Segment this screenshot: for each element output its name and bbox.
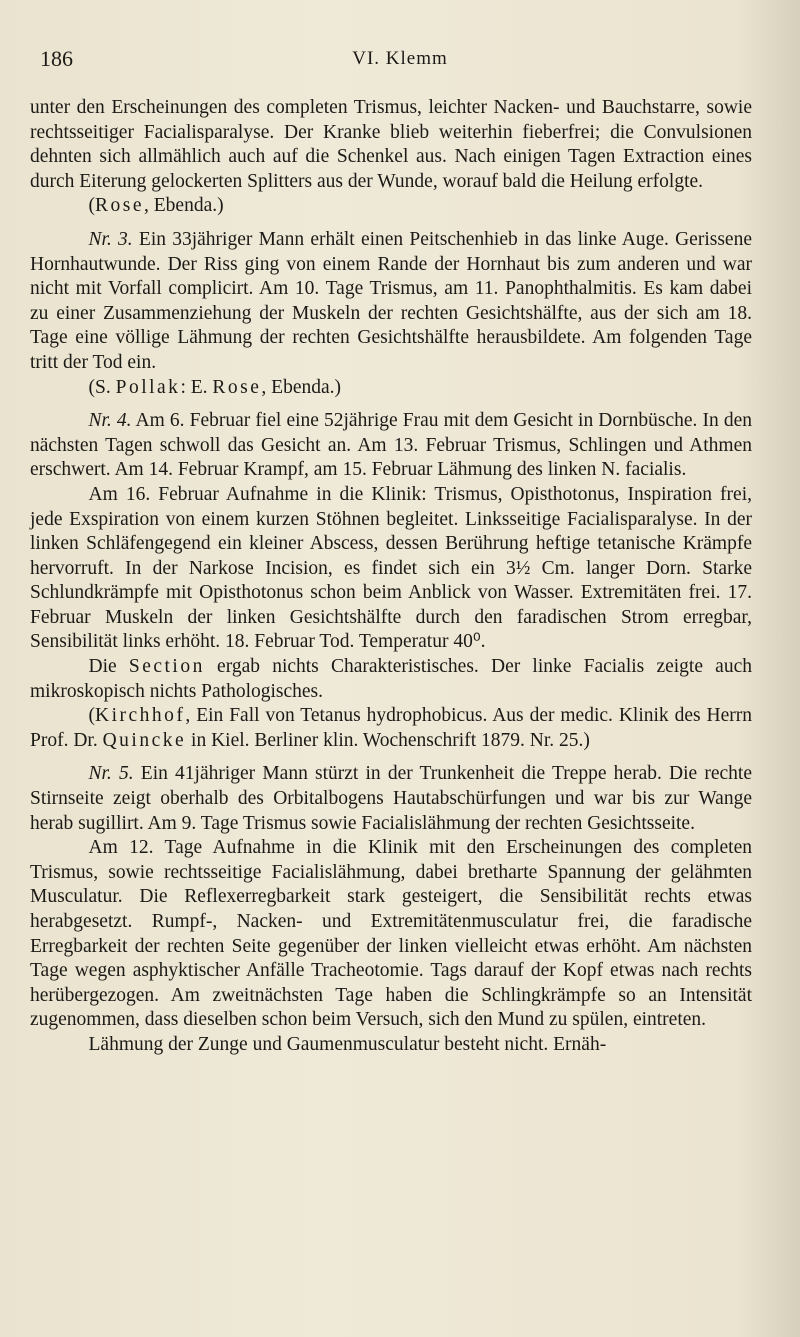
page-header xyxy=(40,46,760,74)
body-text xyxy=(30,96,752,1058)
text-run: Die xyxy=(88,656,129,678)
text-run: unter den Erscheinungen des completen Trismus, leichter Nacken- und Bauchstarre, sowie rechtsseitiger Facialisparalyse. Der Kranke blieb weiterhin fieberfrei; die Convulsionen dehnten sich allmählich auch auf die Schenkel aus. Nach einigen Tagen Extraction eines durch Eiterung gelockerten Splitters aus der Wunde, worauf bald die Heilung erfolgte. xyxy=(30,97,752,192)
text-run: Ein 33jähriger Mann erhält einen Peitschenhieb in das linke Auge. Gerissene Hornhautwunde. Der Riss ging von einem Rande der Hornhaut bis zum anderen und war nicht mit Vorfall complicirt. Am 10. Tage Trismus, am 11. Panophthalmitis. Es kam dabei zu einer Zusammenziehung der Muskeln der rechten Gesichtshälfte, aus der sich am 18. Tage eine völlige Lähmung der rechten Gesichtshälfte herausbildete. Am folgenden Tage tritt der Tod ein. xyxy=(30,228,752,373)
paragraph xyxy=(30,409,752,483)
spaced-name: Pollak xyxy=(115,376,181,398)
text-run: in Kiel. Berliner klin. Wochenschrift 1879. Nr. 25.) xyxy=(186,729,590,751)
running-head: VI. Klemm xyxy=(352,48,448,69)
paragraph xyxy=(30,228,752,376)
paragraph xyxy=(30,376,752,401)
text-run: (S. xyxy=(88,376,116,398)
spaced-name: Quincke xyxy=(102,729,187,751)
spaced-name: Rose xyxy=(212,376,262,398)
case-number: Nr. 3. xyxy=(88,228,133,250)
text-run: Am 6. Februar fiel eine 52jährige Frau mit dem Gesicht in Dornbüsche. In den nächsten Tagen schwoll das Gesicht an. Am 13. Februar Trismus, Schlingen und Athmen erschwert. Am 14. Februar Krampf, am 15. Februar Lähmung des linken N. facialis. xyxy=(30,410,752,481)
text-run: Am 12. Tage Aufnahme in die Klinik mit den Erscheinungen des completen Trismus, sowie rechtsseitige Facialislähmung, dabei bretharte Spannung der gelähmten Musculatur. Die Reflexerregbarkeit stark gesteigert, die Sensibilität rechts etwas herabgesetzt. Rumpf-, Nacken- und Extremitätenmusculatur frei, die faradische Erregbarkeit der rechten Seite gegenüber der linken vielleicht etwas erhöht. Am nächsten Tage wegen asphyktischer Anfälle Tracheotomie. Tags darauf der Kopf etwas nach rechts herübergezogen. Am zweitnächsten Tage haben die Schlingkrämpfe so an Intensität zugenommen, dass dieselben schon beim Versuch, sich den Mund zu spülen, eintreten. xyxy=(30,837,752,1031)
text-run: : E. xyxy=(180,376,213,398)
paragraph xyxy=(30,1033,752,1058)
text-run: ergab nichts Charakteristisches. Der linke Facialis zeigte auch mikroskopisch nichts Pathologisches. xyxy=(30,656,752,702)
paragraph xyxy=(30,194,752,219)
text-run: ( xyxy=(88,195,95,217)
text-run: Ein 41jähriger Mann stürzt in der Trunkenheit die Treppe herab. Die rechte Stirnseite zeigt oberhalb des Orbitalbogens Hautabschürfungen und war bis zur Wange herab sugillirt. Am 9. Tage Trismus sowie Facialislähmung der rechten Gesichtsseite. xyxy=(30,763,752,834)
spaced-name: Kirchhof xyxy=(95,705,186,727)
paragraph xyxy=(30,655,752,704)
spaced-name: Section xyxy=(128,656,205,678)
paragraph xyxy=(30,704,752,753)
text-run: ( xyxy=(88,705,95,727)
text-run: Lähmung der Zunge und Gaumenmusculatur besteht nicht. Ernäh- xyxy=(88,1033,607,1055)
text-run: , Ebenda.) xyxy=(144,195,224,217)
text-run: Am 16. Februar Aufnahme in die Klinik: Trismus, Opisthotonus, Inspiration frei, jede Exspiration von einem kurzen Stöhnen begleitet. Linksseitige Facialisparalyse. In der linken Schläfengegend ein kleiner Abscess, dessen Berührung heftige tetanische Krämpfe hervorruft. In der Narkose Incision, es findet sich ein 3½ Cm. langer Dorn. Starke Schlundkrämpfe mit Opisthotonus schon beim Anblick von Wasser. Extremitäten frei. 17. Februar Muskeln der linken Gesichtshälfte durch den faradischen Strom erregbar, Sensibilität links erhöht. 18. Februar Tod. Temperatur 40⁰. xyxy=(30,483,752,653)
case-number: Nr. 5. xyxy=(88,763,134,785)
paragraph xyxy=(30,836,752,1033)
spaced-name: Rose xyxy=(95,195,144,217)
text-run: , Ebenda.) xyxy=(261,376,341,398)
case-number: Nr. 4. xyxy=(88,410,132,432)
paragraph xyxy=(30,762,752,836)
paragraph xyxy=(30,483,752,655)
paragraph xyxy=(30,96,752,194)
page-number: 186 xyxy=(40,46,73,71)
text-run: , Ein Fall von Tetanus hydrophobicus. Aus der medic. Klinik des Herrn Prof. Dr. xyxy=(30,705,752,751)
